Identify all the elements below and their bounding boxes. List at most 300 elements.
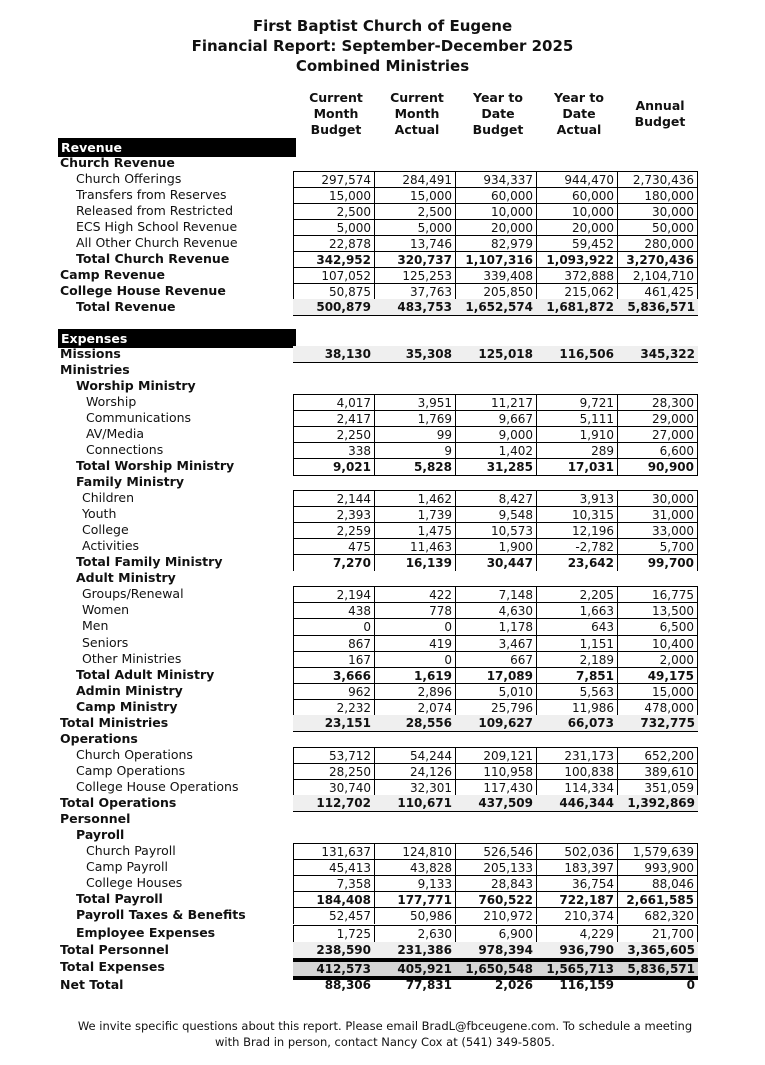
value-cell: 338 — [293, 443, 374, 459]
row-label: All Other Church Revenue — [76, 235, 238, 250]
value-cell: 1,093,922 — [536, 252, 617, 268]
row-label: Seniors — [82, 635, 129, 650]
value-cell: 502,036 — [536, 844, 617, 860]
table-row-men — [0, 618, 765, 634]
col-header-text: Actual — [556, 122, 602, 137]
col-header-text: Month — [313, 106, 359, 121]
value-cell: 13,746 — [374, 236, 455, 252]
table-row-camp-payroll — [0, 859, 765, 875]
value-cell: 4,017 — [293, 395, 374, 411]
value-cell: 5,700 — [617, 539, 698, 555]
value-cell: 446,344 — [559, 796, 614, 810]
value-cell: 125,253 — [374, 268, 455, 284]
col-current-month-budget — [296, 90, 376, 138]
value-cell: 289 — [536, 443, 617, 459]
value-cell: 351,059 — [617, 780, 698, 796]
value-cell: 36,754 — [536, 876, 617, 892]
row-values — [293, 426, 698, 443]
value-cell: 60,000 — [536, 188, 617, 204]
value-cell: 88,046 — [617, 876, 698, 892]
row-values — [293, 907, 698, 924]
value-cell: 31,285 — [455, 459, 536, 475]
value-cell: 10,000 — [455, 204, 536, 220]
value-cell: 15,000 — [374, 188, 455, 204]
table-row-women — [0, 602, 765, 618]
table-row-total-operations — [0, 795, 765, 811]
value-cell: 17,089 — [455, 668, 536, 684]
value-cell: 167 — [293, 652, 374, 668]
value-cell: 10,573 — [455, 523, 536, 539]
row-label: Total Family Ministry — [76, 554, 223, 569]
value-cell: 5,563 — [536, 684, 617, 700]
row-label: Groups/Renewal — [82, 586, 184, 601]
value-cell: 109,627 — [478, 716, 533, 730]
table-row-total-personnel — [0, 942, 765, 958]
table-row-total-expenses — [0, 959, 765, 975]
value-cell: 9,548 — [455, 507, 536, 523]
value-cell: 1,402 — [455, 443, 536, 459]
value-cell: 13,500 — [617, 603, 698, 619]
value-cell: 1,462 — [374, 491, 455, 507]
row-values — [293, 522, 698, 539]
value-cell: 9,133 — [374, 876, 455, 892]
row-values — [293, 602, 698, 619]
row-label: Total Church Revenue — [76, 251, 230, 266]
value-cell: 3,913 — [536, 491, 617, 507]
table-row-total-family — [0, 554, 765, 570]
table-row-camp-ministry — [0, 699, 765, 715]
value-cell: 1,475 — [374, 523, 455, 539]
table-row-employee-expenses — [0, 925, 765, 941]
row-values — [293, 586, 698, 603]
row-label: Church Operations — [76, 747, 193, 762]
row-label: Camp Operations — [76, 763, 186, 778]
value-cell: 7,270 — [293, 555, 374, 571]
row-label: Activities — [82, 538, 140, 553]
value-cell: 500,879 — [316, 300, 371, 314]
value-cell: 1,619 — [374, 668, 455, 684]
footer-line-1: We invite specific questions about this report. Please email BradL@fbceugene.com. To schedule a meeting — [77, 1019, 693, 1033]
table-row-other-ministries — [0, 651, 765, 667]
table-row-worship-ministry — [0, 378, 765, 394]
value-cell: 422 — [374, 587, 455, 603]
row-label: Women — [82, 602, 130, 617]
value-cell: 28,250 — [293, 764, 374, 780]
col-header-text: Month — [394, 106, 440, 121]
value-cell: 405,921 — [397, 962, 452, 976]
row-label: Church Offerings — [76, 171, 182, 186]
table-row-college-houses — [0, 875, 765, 891]
value-cell: 934,337 — [455, 172, 536, 188]
row-label: Total Personnel — [60, 942, 169, 957]
value-cell: 110,671 — [397, 796, 452, 810]
footer-line-2: with Brad in person, contact Nancy Cox at (541) 349-5805. — [215, 1035, 555, 1049]
value-cell: 438 — [293, 603, 374, 619]
value-cell: 11,986 — [536, 700, 617, 716]
row-values — [293, 203, 698, 220]
row-values — [293, 779, 698, 796]
row-label: Camp Revenue — [60, 267, 165, 282]
table-row-camp-operations — [0, 763, 765, 779]
value-cell: 760,522 — [455, 892, 536, 908]
value-cell: 45,413 — [293, 860, 374, 876]
row-label: Communications — [86, 410, 192, 425]
value-cell: 11,217 — [455, 395, 536, 411]
value-cell: 25,796 — [455, 700, 536, 716]
value-cell: 20,000 — [455, 220, 536, 236]
value-cell: 1,565,713 — [546, 962, 614, 976]
value-cell: 28,556 — [405, 716, 452, 730]
org-name: First Baptist Church of Eugene — [252, 17, 513, 35]
row-label: Missions — [60, 346, 121, 361]
value-cell: 1,151 — [536, 636, 617, 652]
value-cell: 59,452 — [536, 236, 617, 252]
table-row-church-offerings — [0, 171, 765, 187]
row-values — [293, 267, 698, 284]
row-label: ECS High School Revenue — [76, 219, 238, 234]
row-label: Men — [82, 618, 109, 633]
value-cell: 478,000 — [617, 700, 698, 716]
table-row-operations — [0, 731, 765, 747]
row-values — [293, 891, 698, 908]
value-cell: 60,000 — [455, 188, 536, 204]
row-label: College Houses — [86, 875, 183, 890]
value-cell: 23,642 — [536, 555, 617, 571]
value-cell: 2,205 — [536, 587, 617, 603]
value-cell: 2,896 — [374, 684, 455, 700]
value-cell: 1,579,639 — [617, 844, 698, 860]
section-label: Expenses — [61, 331, 128, 346]
value-cell: 342,952 — [293, 252, 374, 268]
table-row-camp-revenue — [0, 267, 765, 283]
value-cell: 27,000 — [617, 427, 698, 443]
value-cell: 99 — [374, 427, 455, 443]
value-cell: 88,306 — [324, 978, 371, 992]
value-cell: 10,315 — [536, 507, 617, 523]
value-cell: 2,250 — [293, 427, 374, 443]
value-cell: 31,000 — [617, 507, 698, 523]
value-cell: 2,661,585 — [617, 892, 698, 908]
row-label: AV/Media — [86, 426, 145, 441]
row-label: Adult Ministry — [76, 570, 176, 585]
table-row-net-total — [0, 977, 765, 993]
value-cell: 993,900 — [617, 860, 698, 876]
col-header-text: Budget — [472, 122, 524, 137]
value-cell: 117,430 — [455, 780, 536, 796]
row-label: Transfers from Reserves — [76, 187, 227, 202]
row-label: Total Revenue — [76, 299, 176, 314]
value-cell: 5,828 — [374, 459, 455, 475]
table-row-church-payroll — [0, 843, 765, 859]
row-values — [293, 925, 698, 942]
value-cell: 419 — [374, 636, 455, 652]
value-cell: 32,301 — [374, 780, 455, 796]
value-cell: 5,111 — [536, 411, 617, 427]
table-row-total-revenue — [0, 299, 765, 315]
row-values — [293, 683, 698, 700]
row-values — [293, 410, 698, 427]
value-cell: 20,000 — [536, 220, 617, 236]
table-row-total-church-revenue — [0, 251, 765, 267]
table-row-adult-ministry — [0, 570, 765, 586]
value-cell: 2,259 — [293, 523, 374, 539]
value-cell: 5,836,571 — [627, 300, 695, 314]
value-cell: 10,400 — [617, 636, 698, 652]
row-label: College House Operations — [76, 779, 239, 794]
row-label: College — [82, 522, 129, 537]
value-cell: 1,725 — [293, 926, 374, 942]
value-cell: 0 — [374, 652, 455, 668]
value-cell: 9,721 — [536, 395, 617, 411]
value-cell: 5,000 — [374, 220, 455, 236]
row-values — [293, 554, 698, 571]
value-cell: 652,200 — [617, 748, 698, 764]
table-row-av-media — [0, 426, 765, 442]
value-cell: 15,000 — [293, 188, 374, 204]
value-cell: 2,630 — [374, 926, 455, 942]
table-row-missions — [0, 346, 765, 362]
value-cell: 49,175 — [617, 668, 698, 684]
table-row-church-operations — [0, 747, 765, 763]
value-cell: 1,652,574 — [465, 300, 533, 314]
table-row-youth — [0, 506, 765, 522]
col-header-text: Current — [390, 90, 444, 105]
value-cell: 53,712 — [293, 748, 374, 764]
value-cell: 29,000 — [617, 411, 698, 427]
row-label: Payroll Taxes & Benefits — [76, 907, 246, 922]
value-cell: 345,322 — [640, 347, 695, 361]
value-cell: 38,130 — [324, 347, 371, 361]
row-values — [293, 219, 698, 236]
value-cell: 4,630 — [455, 603, 536, 619]
table-row-college-house-revenue — [0, 283, 765, 299]
value-cell: 1,392,869 — [627, 796, 695, 810]
col-header-text: Budget — [634, 114, 686, 129]
value-cell: 180,000 — [617, 188, 698, 204]
value-cell: -2,782 — [536, 539, 617, 555]
row-label: Camp Payroll — [86, 859, 168, 874]
value-cell: 6,500 — [617, 619, 698, 635]
table-row-worship — [0, 394, 765, 410]
row-values — [293, 283, 698, 300]
row-values — [293, 747, 698, 764]
value-cell: 124,810 — [374, 844, 455, 860]
table-row-total-ministries — [0, 715, 765, 731]
row-values — [293, 715, 698, 732]
value-cell: 9 — [374, 443, 455, 459]
row-label: Personnel — [60, 811, 131, 826]
value-cell: 722,187 — [536, 892, 617, 908]
value-cell: 667 — [455, 652, 536, 668]
row-values — [293, 235, 698, 252]
value-cell: 116,159 — [559, 978, 614, 992]
value-cell: 3,467 — [455, 636, 536, 652]
value-cell: 284,491 — [374, 172, 455, 188]
row-values — [293, 699, 698, 716]
value-cell: 778 — [374, 603, 455, 619]
row-label: Camp Ministry — [76, 699, 178, 714]
table-row-transfers-reserves — [0, 187, 765, 203]
table-row-released-restricted — [0, 203, 765, 219]
table-row-children — [0, 490, 765, 506]
row-values — [293, 651, 698, 668]
value-cell: 9,667 — [455, 411, 536, 427]
row-values — [293, 942, 698, 959]
table-row-family-ministry — [0, 474, 765, 490]
value-cell: 297,574 — [293, 172, 374, 188]
value-cell: 210,972 — [455, 908, 536, 924]
table-row-total-adult — [0, 667, 765, 683]
row-label: Total Worship Ministry — [76, 458, 235, 473]
row-values — [293, 795, 698, 812]
value-cell: 177,771 — [374, 892, 455, 908]
value-cell: 3,666 — [293, 668, 374, 684]
table-row-admin-ministry — [0, 683, 765, 699]
row-values — [293, 977, 698, 993]
value-cell: 412,573 — [316, 962, 371, 976]
value-cell: 90,900 — [617, 459, 698, 475]
col-header-text: Year to — [554, 90, 604, 105]
value-cell: 11,463 — [374, 539, 455, 555]
value-cell: 389,610 — [617, 764, 698, 780]
row-values — [293, 538, 698, 555]
row-values — [293, 843, 698, 860]
value-cell: 2,500 — [293, 204, 374, 220]
value-cell: 1,910 — [536, 427, 617, 443]
section-label: Revenue — [61, 140, 123, 155]
row-label: Connections — [86, 442, 164, 457]
value-cell: 205,133 — [455, 860, 536, 876]
value-cell: 24,126 — [374, 764, 455, 780]
value-cell: 30,740 — [293, 780, 374, 796]
row-values — [293, 299, 698, 316]
value-cell: 1,650,548 — [465, 962, 533, 976]
value-cell: 1,900 — [455, 539, 536, 555]
value-cell: 5,010 — [455, 684, 536, 700]
row-values — [293, 442, 698, 459]
value-cell: 21,700 — [617, 926, 698, 942]
value-cell: 5,836,571 — [627, 962, 695, 976]
row-values — [293, 171, 698, 188]
value-cell: 16,139 — [374, 555, 455, 571]
col-header-text: Date — [562, 106, 596, 121]
value-cell: 82,979 — [455, 236, 536, 252]
value-cell: 7,358 — [293, 876, 374, 892]
col-header-text: Year to — [473, 90, 523, 105]
value-cell: 23,151 — [324, 716, 371, 730]
value-cell: 30,447 — [455, 555, 536, 571]
value-cell: 3,270,436 — [617, 252, 698, 268]
value-cell: 320,737 — [374, 252, 455, 268]
value-cell: 643 — [536, 619, 617, 635]
value-cell: 116,506 — [559, 347, 614, 361]
table-row-ministries — [0, 362, 765, 378]
col-header-text: Date — [481, 106, 515, 121]
row-label: Church Payroll — [86, 843, 176, 858]
value-cell: 475 — [293, 539, 374, 555]
col-header-text: Budget — [310, 122, 362, 137]
value-cell: 2,417 — [293, 411, 374, 427]
value-cell: 66,073 — [567, 716, 614, 730]
table-row-personnel — [0, 811, 765, 827]
value-cell: 483,753 — [397, 300, 452, 314]
value-cell: 4,229 — [536, 926, 617, 942]
value-cell: 682,320 — [617, 908, 698, 924]
value-cell: 107,052 — [293, 268, 374, 284]
row-values — [293, 875, 698, 892]
table-row-groups-renewal — [0, 586, 765, 602]
value-cell: 2,000 — [617, 652, 698, 668]
row-values — [293, 490, 698, 507]
value-cell: 50,986 — [374, 908, 455, 924]
row-values — [293, 506, 698, 523]
table-row-other-church-revenue — [0, 235, 765, 251]
value-cell: 2,393 — [293, 507, 374, 523]
report-period: Financial Report: September-December 2025 — [191, 37, 574, 55]
value-cell: 238,590 — [316, 943, 371, 957]
value-cell: 28,843 — [455, 876, 536, 892]
value-cell: 50,000 — [617, 220, 698, 236]
value-cell: 35,308 — [405, 347, 452, 361]
row-label: Released from Restricted — [76, 203, 234, 218]
value-cell: 3,365,605 — [627, 943, 695, 957]
value-cell: 0 — [293, 619, 374, 635]
row-label: Employee Expenses — [76, 925, 216, 940]
value-cell: 8,427 — [455, 491, 536, 507]
row-values — [293, 346, 698, 363]
value-cell: 99,700 — [617, 555, 698, 571]
row-values — [293, 635, 698, 652]
value-cell: 77,831 — [405, 978, 452, 992]
value-cell: 732,775 — [640, 716, 695, 730]
footer-note — [40, 1018, 730, 1050]
row-label: Ministries — [60, 362, 130, 377]
table-row-church-revenue — [0, 155, 765, 171]
table-row-college — [0, 522, 765, 538]
col-annual-budget — [620, 98, 700, 130]
value-cell: 43,828 — [374, 860, 455, 876]
value-cell: 125,018 — [478, 347, 533, 361]
value-cell: 17,031 — [536, 459, 617, 475]
value-cell: 15,000 — [617, 684, 698, 700]
value-cell: 978,394 — [478, 943, 533, 957]
table-row-ecs-high-school — [0, 219, 765, 235]
row-label: Family Ministry — [76, 474, 184, 489]
row-values — [293, 618, 698, 635]
value-cell: 10,000 — [536, 204, 617, 220]
row-label: Youth — [82, 506, 117, 521]
table-row-total-payroll — [0, 891, 765, 907]
value-cell: 6,900 — [455, 926, 536, 942]
value-cell: 526,546 — [455, 844, 536, 860]
value-cell: 33,000 — [617, 523, 698, 539]
row-label: Worship — [86, 394, 137, 409]
row-label: Total Payroll — [76, 891, 163, 906]
row-label: Net Total — [60, 977, 124, 992]
col-header-text: Actual — [394, 122, 440, 137]
value-cell: 2,144 — [293, 491, 374, 507]
value-cell: 1,769 — [374, 411, 455, 427]
row-values — [293, 667, 698, 684]
value-cell: 184,408 — [293, 892, 374, 908]
row-label: Other Ministries — [82, 651, 182, 666]
value-cell: 2,500 — [374, 204, 455, 220]
value-cell: 0 — [686, 978, 695, 992]
row-label: Payroll — [76, 827, 125, 842]
row-label: Total Adult Ministry — [76, 667, 215, 682]
value-cell: 22,878 — [293, 236, 374, 252]
value-cell: 16,775 — [617, 587, 698, 603]
